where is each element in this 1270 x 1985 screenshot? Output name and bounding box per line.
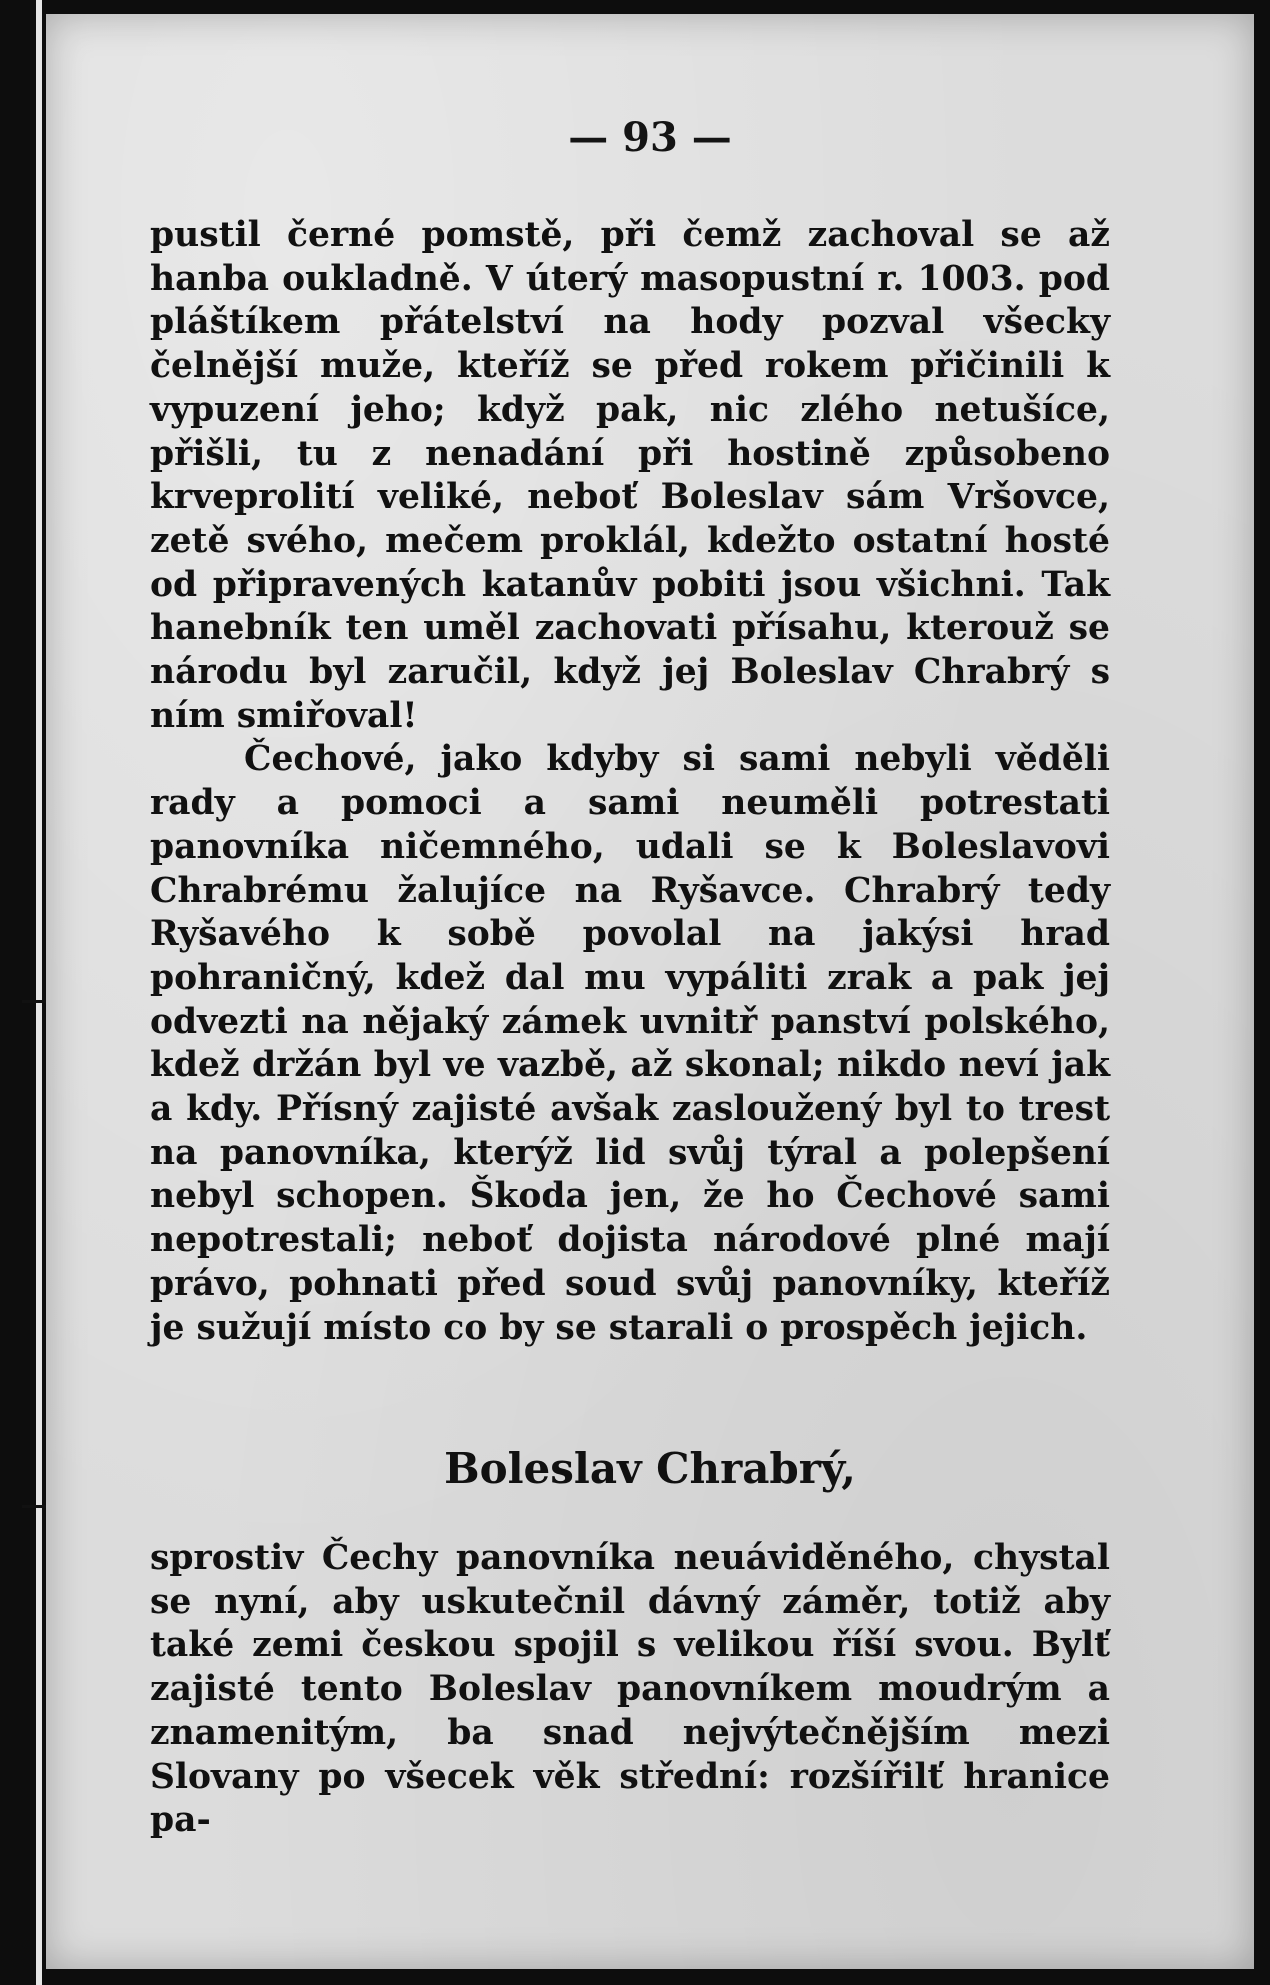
- spine-mark: [22, 1000, 48, 1003]
- paragraph: Čechové, jako kdyby si sami nebyli věděli rady a pomoci a sami neuměli potrestati panovníka ničemného, udali se k Boleslavovi Chrabrému žalujíce na Ryšavce. Chrabrý tedy Ryšavého k sobě povolal na jakýsi hrad pohraničný, kdež dal mu vypáliti zrak a pak jej odvezti na nějaký zámek uvnitř panství polského, kdež držán byl ve vazbě, až skonal; nikdo neví jak a kdy. Přísný zajisté avšak zasloužený byl to trest na panovníka, kterýž lid svůj týral a polepšení nebyl schopen. Škoda jen, že ho Čechové sami nepotrestali; neboť dojista národové plné mají právo, pohnati před soud svůj panovníky, kteříž je sužují místo co by se starali o prospěch jejich.: [150, 739, 1110, 1348]
- main-text-block: [150, 214, 1110, 1350]
- section-heading: Boleslav Chrabrý,: [444, 1444, 856, 1493]
- book-page: [46, 14, 1254, 1969]
- paragraph: pustil černé pomstě, při čemž zachoval se až hanba oukladně. V úterý masopustní r. 1003. pod pláštíkem přátelství na hody pozval všecky čelnější muže, kteříž se před rokem přičinili k vypuzení jeho; když pak, nic zlého netušíce, přišli, tu z nenadání při hostině způsobeno krveprolití veliké, neboť Boleslav sám Vršovce, zetě svého, mečem proklál, kdežto ostatní hosté od připravených katanův pobiti jsou všichni. Tak hanebník ten uměl zachovati přísahu, kterouž se národu byl zaručil, když jej Boleslav Chrabrý s ním smiřoval!: [150, 215, 1110, 736]
- paragraph: sprostiv Čechy panovníka neuáviděného, chystal se nyní, aby uskutečnil dávný záměr, totiž aby také zemi českou spojil s velikou říší svou. Bylť zajisté tento Boleslav panovníkem moudrým a znamenitým, ba snad nejvýtečnějším mezi Slovany po všecek věk střední: rozšířilť hranice pa-: [150, 1538, 1110, 1841]
- section-text-block: [150, 1537, 1110, 1843]
- book-spine-edge: [36, 0, 42, 1985]
- spine-mark: [22, 1505, 48, 1508]
- page-number: — 93 —: [568, 114, 732, 161]
